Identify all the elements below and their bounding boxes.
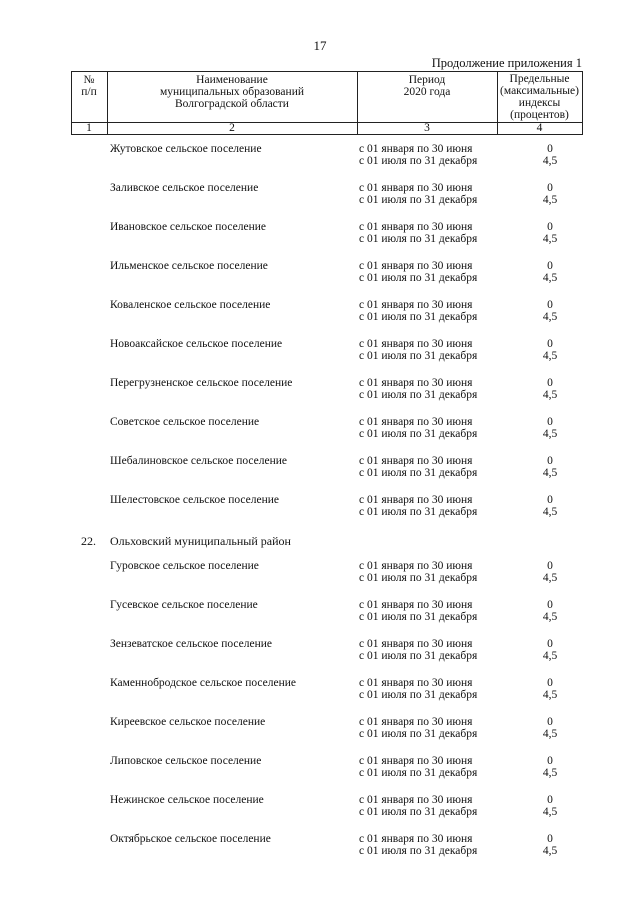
period-second: с 01 июля по 31 декабря — [359, 728, 478, 740]
col-number-1: 1 — [86, 122, 92, 134]
index-second: 4,5 — [542, 272, 558, 284]
index-second: 4,5 — [542, 350, 558, 362]
index-second: 4,5 — [542, 845, 558, 857]
settlement-name: Липовское сельское поселение — [110, 755, 262, 767]
period-second: с 01 июля по 31 декабря — [359, 767, 478, 779]
period-first: с 01 января по 30 июня — [359, 299, 473, 311]
index-second: 4,5 — [542, 155, 558, 167]
period-second: с 01 июля по 31 декабря — [359, 194, 478, 206]
period-first: с 01 января по 30 июня — [359, 599, 473, 611]
period-second: с 01 июля по 31 декабря — [359, 233, 478, 245]
header-name: Наименование муниципальных образований Волгоградской области — [159, 74, 305, 110]
index-first: 0 — [547, 143, 553, 155]
header-number: № п/п — [81, 74, 97, 98]
index-second: 4,5 — [542, 689, 558, 701]
settlement-name: Жутовское сельское поселение — [110, 143, 262, 155]
period-second: с 01 июля по 31 декабря — [359, 272, 478, 284]
index-first: 0 — [547, 638, 553, 650]
period-second: с 01 июля по 31 декабря — [359, 572, 478, 584]
index-second: 4,5 — [542, 428, 558, 440]
period-first: с 01 января по 30 июня — [359, 338, 473, 350]
index-second: 4,5 — [542, 767, 558, 779]
index-second: 4,5 — [542, 311, 558, 323]
district-name: Ольховский муниципальный район — [110, 534, 291, 548]
col-number-3: 3 — [424, 122, 430, 134]
index-second: 4,5 — [542, 572, 558, 584]
index-second: 4,5 — [542, 389, 558, 401]
index-second: 4,5 — [542, 806, 558, 818]
period-first: с 01 января по 30 июня — [359, 377, 473, 389]
period-second: с 01 июля по 31 декабря — [359, 311, 478, 323]
settlement-name: Октябрьское сельское поселение — [110, 833, 271, 845]
period-first: с 01 января по 30 июня — [359, 638, 473, 650]
index-second: 4,5 — [542, 194, 558, 206]
index-second: 4,5 — [542, 650, 558, 662]
index-first: 0 — [547, 677, 553, 689]
index-first: 0 — [547, 455, 553, 467]
index-first: 0 — [547, 716, 553, 728]
settlement-name: Ильменское сельское поселение — [110, 260, 268, 272]
period-first: с 01 января по 30 июня — [359, 794, 473, 806]
index-first: 0 — [547, 260, 553, 272]
settlement-name: Заливское сельское поселение — [110, 182, 259, 194]
period-first: с 01 января по 30 июня — [359, 755, 473, 767]
index-second: 4,5 — [542, 611, 558, 623]
district-number: 22. — [81, 534, 96, 548]
period-first: с 01 января по 30 июня — [359, 833, 473, 845]
period-first: с 01 января по 30 июня — [359, 455, 473, 467]
settlement-name: Гуровское сельское поселение — [110, 560, 259, 572]
continuation-note: Продолжение приложения 1 — [431, 56, 582, 70]
index-first: 0 — [547, 755, 553, 767]
index-second: 4,5 — [542, 467, 558, 479]
period-first: с 01 января по 30 июня — [359, 494, 473, 506]
table-header — [71, 71, 583, 135]
period-second: с 01 июля по 31 декабря — [359, 506, 478, 518]
period-second: с 01 июля по 31 декабря — [359, 806, 478, 818]
period-first: с 01 января по 30 июня — [359, 677, 473, 689]
period-first: с 01 января по 30 июня — [359, 560, 473, 572]
period-second: с 01 июля по 31 декабря — [359, 350, 478, 362]
period-second: с 01 июля по 31 декабря — [359, 650, 478, 662]
settlement-name: Новоаксайское сельское поселение — [110, 338, 283, 350]
period-second: с 01 июля по 31 декабря — [359, 467, 478, 479]
period-second: с 01 июля по 31 декабря — [359, 611, 478, 623]
settlement-name: Каменнобродское сельское поселение — [110, 677, 297, 689]
period-second: с 01 июля по 31 декабря — [359, 389, 478, 401]
index-second: 4,5 — [542, 728, 558, 740]
period-first: с 01 января по 30 июня — [359, 143, 473, 155]
period-first: с 01 января по 30 июня — [359, 260, 473, 272]
index-first: 0 — [547, 833, 553, 845]
period-second: с 01 июля по 31 декабря — [359, 428, 478, 440]
settlement-name: Нежинское сельское поселение — [110, 794, 264, 806]
index-first: 0 — [547, 416, 553, 428]
index-first: 0 — [547, 560, 553, 572]
index-first: 0 — [547, 494, 553, 506]
col-number-2: 2 — [229, 122, 235, 134]
period-first: с 01 января по 30 июня — [359, 716, 473, 728]
settlement-name: Шелестовское сельское поселение — [110, 494, 280, 506]
index-second: 4,5 — [542, 233, 558, 245]
index-first: 0 — [547, 377, 553, 389]
settlement-name: Шебалиновское сельское поселение — [110, 455, 288, 467]
index-first: 0 — [547, 299, 553, 311]
header-index: Предельные (максимальные) индексы (процентов) — [500, 73, 579, 121]
index-first: 0 — [547, 794, 553, 806]
index-first: 0 — [547, 338, 553, 350]
settlement-name: Гусевское сельское поселение — [110, 599, 258, 611]
settlement-name: Ивановское сельское поселение — [110, 221, 267, 233]
page-number: 17 — [313, 38, 327, 53]
period-first: с 01 января по 30 июня — [359, 182, 473, 194]
period-first: с 01 января по 30 июня — [359, 221, 473, 233]
index-second: 4,5 — [542, 506, 558, 518]
header-period: Период 2020 года — [403, 74, 451, 98]
settlement-name: Зензеватское сельское поселение — [110, 638, 272, 650]
settlement-name: Советское сельское поселение — [110, 416, 260, 428]
settlement-name: Коваленское сельское поселение — [110, 299, 271, 311]
index-first: 0 — [547, 182, 553, 194]
index-first: 0 — [547, 221, 553, 233]
col-number-4: 4 — [536, 122, 543, 134]
settlement-name: Киреевское сельское поселение — [110, 716, 266, 728]
period-second: с 01 июля по 31 декабря — [359, 689, 478, 701]
period-second: с 01 июля по 31 декабря — [359, 155, 478, 167]
settlement-name: Перегрузненское сельское поселение — [110, 377, 293, 389]
period-second: с 01 июля по 31 декабря — [359, 845, 478, 857]
index-first: 0 — [547, 599, 553, 611]
period-first: с 01 января по 30 июня — [359, 416, 473, 428]
